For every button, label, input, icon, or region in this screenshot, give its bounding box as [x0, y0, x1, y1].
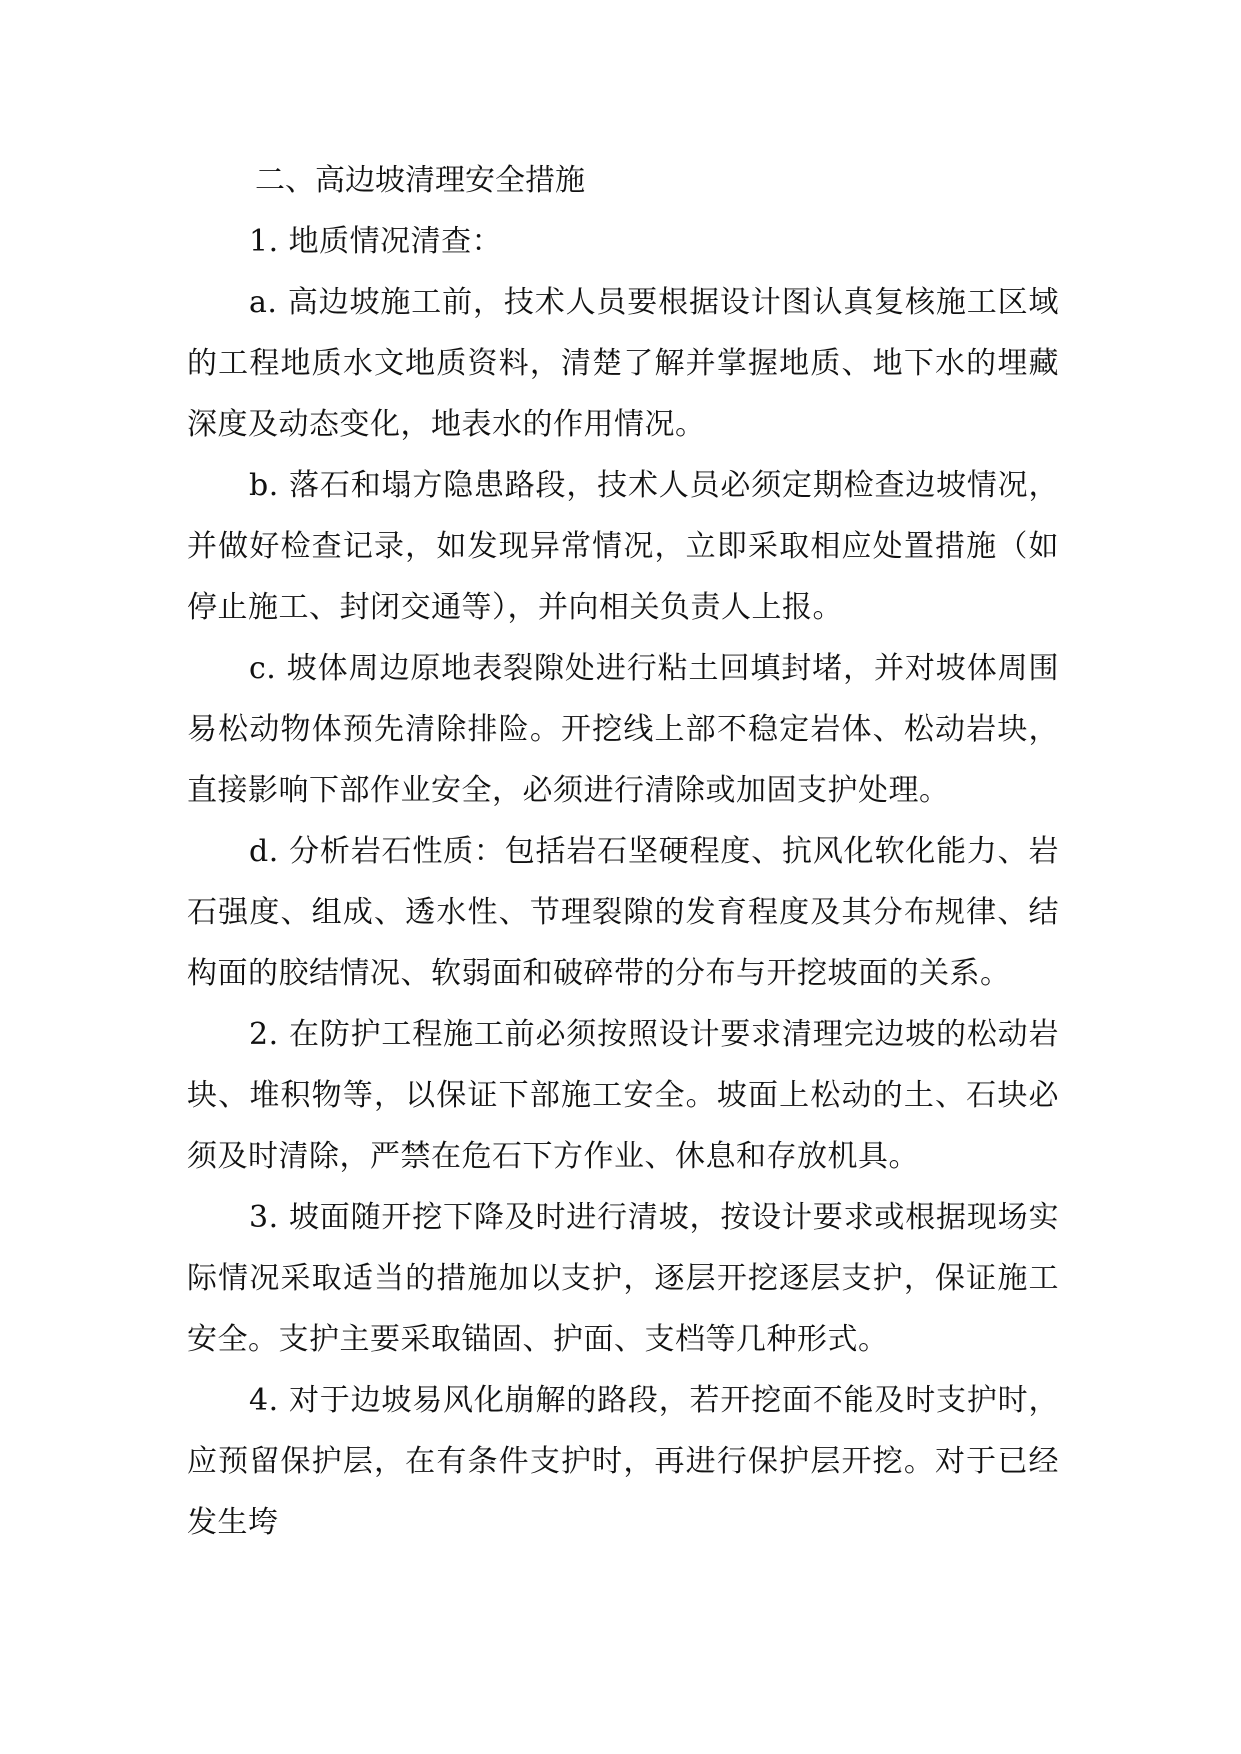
paragraph-item-3: 3. 坡面随开挖下降及时进行清坡，按设计要求或根据现场实际情况采取适当的措施加以支护，逐层开挖逐层支护，保证施工安全。支护主要采取锚固、护面、支档等几种形式。	[187, 1200, 1059, 1357]
paragraph-item-d: d. 分析岩石性质：包括岩石坚硬程度、抗风化软化能力、岩石强度、组成、透水性、节理裂隙的发育程度及其分布规律、结构面的胶结情况、软弱面和破碎带的分布与开挖坡面的关系。	[187, 834, 1059, 991]
paragraph-item-4: 4. 对于边坡易风化崩解的路段，若开挖面不能及时支护时，应预留保护层，在有条件支护时，再进行保护层开挖。对于已经发生垮	[187, 1383, 1059, 1540]
paragraph-item-b: b. 落石和塌方隐患路段，技术人员必须定期检查边坡情况，并做好检查记录，如发现异常情况，立即采取相应处置措施（如停止施工、封闭交通等），并向相关负责人上报。	[187, 468, 1059, 625]
paragraph-geology-survey: 1. 地质情况清查：	[249, 224, 503, 259]
paragraph-item-2: 2. 在防护工程施工前必须按照设计要求清理完边坡的松动岩块、堆积物等，以保证下部施工安全。坡面上松动的土、石块必须及时清除，严禁在危石下方作业、休息和存放机具。	[187, 1017, 1059, 1174]
document-body	[187, 150, 1059, 1553]
paragraph-item-a: a. 高边坡施工前，技术人员要根据设计图认真复核施工区域的工程地质水文地质资料，清楚了解并掌握地质、地下水的埋藏深度及动态变化，地表水的作用情况。	[187, 285, 1059, 442]
paragraph-item-c: c. 坡体周边原地表裂隙处进行粘土回填封堵，并对坡体周围易松动物体预先清除排险。开挖线上部不稳定岩体、松动岩块，直接影响下部作业安全，必须进行清除或加固支护处理。	[187, 651, 1059, 808]
section-title: 二、高边坡清理安全措施	[255, 163, 585, 198]
